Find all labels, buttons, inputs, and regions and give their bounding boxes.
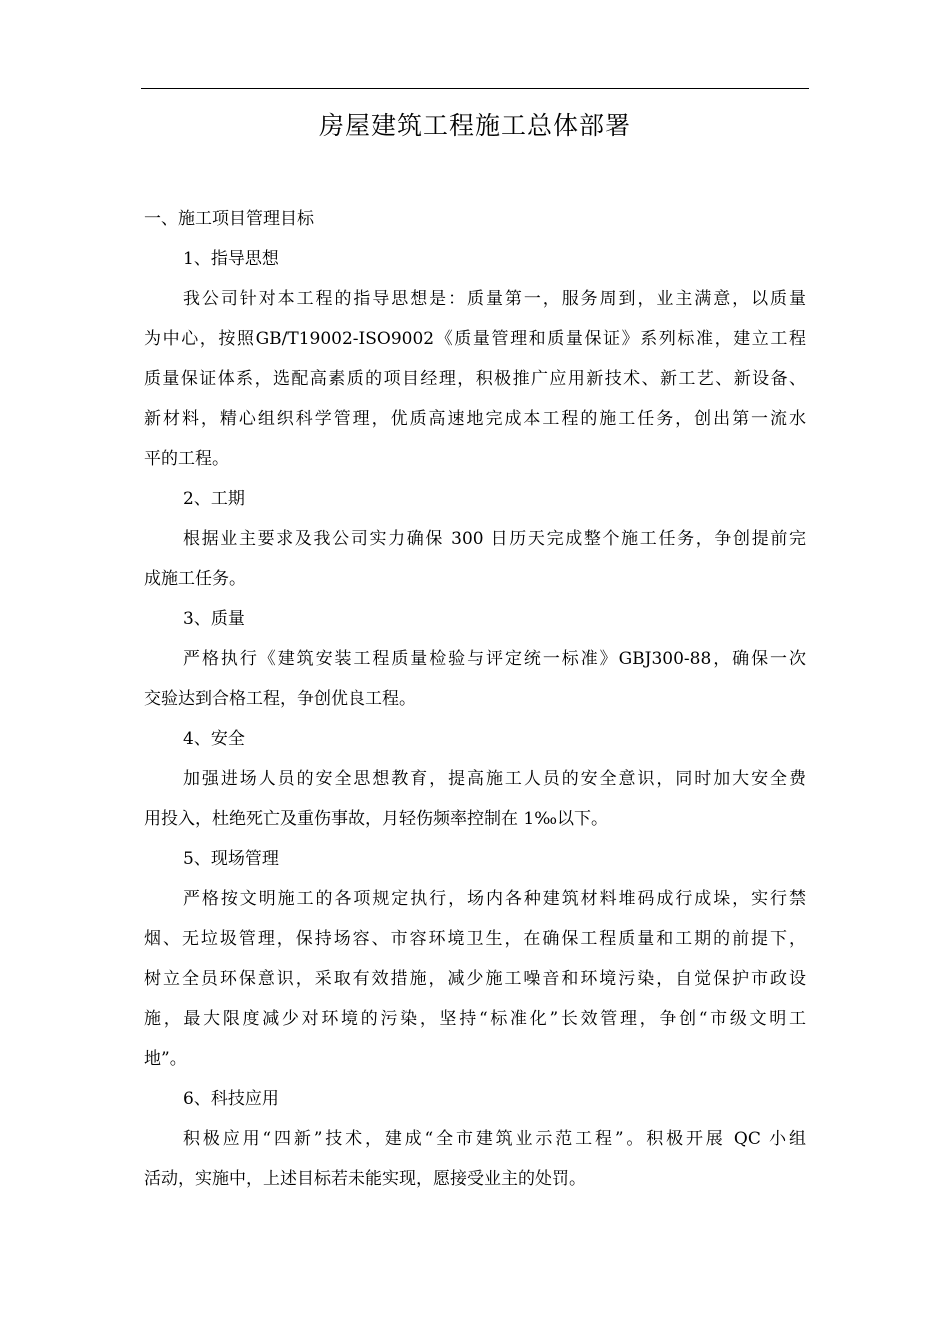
item-heading-quality: 3、质量 <box>183 609 245 629</box>
item-heading-technology: 6、科技应用 <box>183 1089 279 1109</box>
item-heading-guiding-ideology: 1、指导思想 <box>183 249 279 269</box>
paragraph-line: 烟、无垃圾管理，保持场容、市容环境卫生，在确保工程质量和工期的前提下， <box>144 929 806 949</box>
item-heading-schedule: 2、工期 <box>183 489 245 509</box>
paragraph-line: 成施工任务。 <box>144 569 246 589</box>
paragraph-line: 活动，实施中，上述目标若未能实现，愿接受业主的处罚。 <box>144 1169 586 1189</box>
paragraph-line: 积极应用“四新”技术，建成“全市建筑业示范工程”。积极开展 QC 小组 <box>183 1129 806 1149</box>
header-rule <box>141 88 809 89</box>
paragraph-line: 严格按文明施工的各项规定执行，场内各种建筑材料堆码成行成垛，实行禁 <box>183 889 806 909</box>
item-heading-site-management: 5、现场管理 <box>183 849 279 869</box>
paragraph-line: 新材料，精心组织科学管理，优质高速地完成本工程的施工任务，创出第一流水 <box>144 409 806 429</box>
paragraph-line: 施，最大限度减少对环境的污染，坚持“标准化”长效管理，争创“市级文明工 <box>144 1009 806 1029</box>
paragraph-line: 加强进场人员的安全思想教育，提高施工人员的安全意识，同时加大安全费 <box>183 769 806 789</box>
paragraph-line: 我公司针对本工程的指导思想是：质量第一，服务周到，业主满意，以质量 <box>183 289 806 309</box>
section-heading: 一、施工项目管理目标 <box>144 209 314 229</box>
item-heading-safety: 4、安全 <box>183 729 245 749</box>
paragraph-line: 交验达到合格工程，争创优良工程。 <box>144 689 416 709</box>
paragraph-line: 为中心，按照GB/T19002-ISO9002《质量管理和质量保证》系列标准，建立工程 <box>144 329 806 349</box>
paragraph-line: 平的工程。 <box>144 449 229 469</box>
paragraph-line: 质量保证体系，选配高素质的项目经理，积极推广应用新技术、新工艺、新设备、 <box>144 369 806 389</box>
paragraph-line: 根据业主要求及我公司实力确保 300 日历天完成整个施工任务，争创提前完 <box>183 529 806 549</box>
page-title: 房屋建筑工程施工总体部署 <box>318 111 631 140</box>
paragraph-line: 用投入，杜绝死亡及重伤事故，月轻伤频率控制在 1‰以下。 <box>144 809 609 829</box>
paragraph-line: 树立全员环保意识，采取有效措施，减少施工噪音和环境污染，自觉保护市政设 <box>144 969 806 989</box>
paragraph-line: 严格执行《建筑安装工程质量检验与评定统一标准》GBJ300-88，确保一次 <box>183 649 806 669</box>
paragraph-line: 地”。 <box>144 1049 187 1069</box>
